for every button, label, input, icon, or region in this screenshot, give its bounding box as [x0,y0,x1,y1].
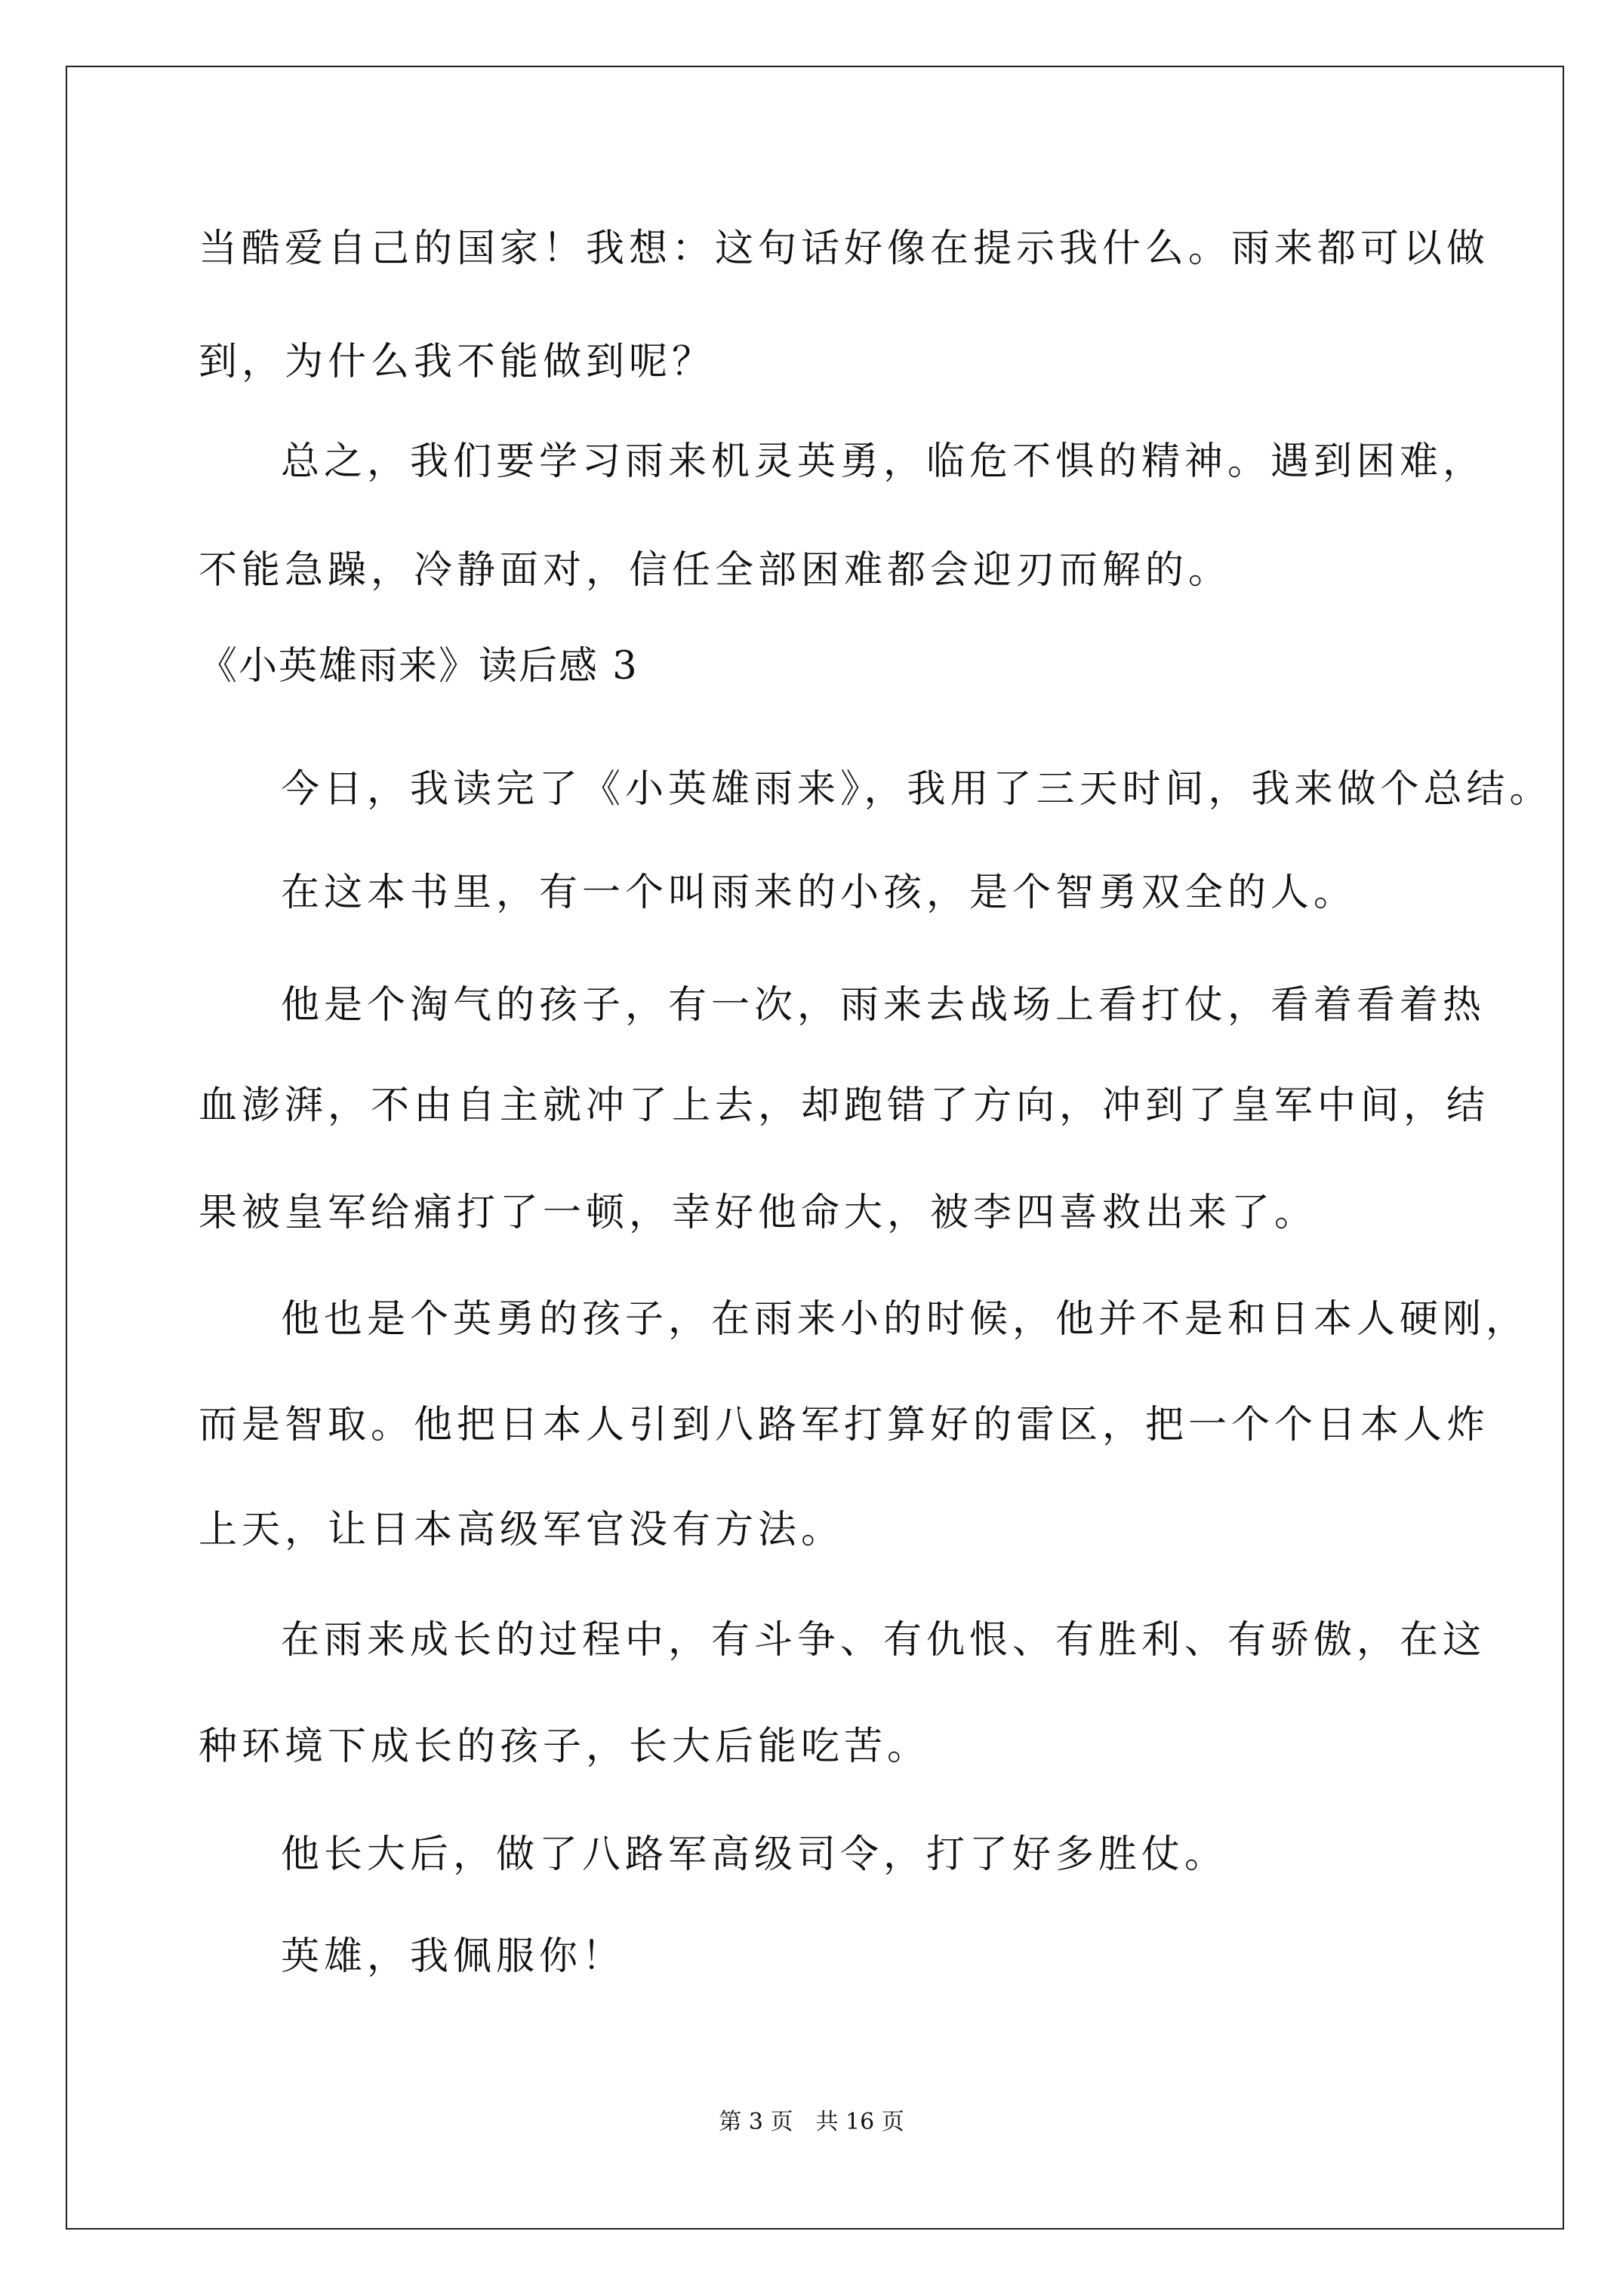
text-line: 上天，让日本高级军官没有方法。 [199,1508,845,1552]
page-number: 第 3 页 [719,2109,793,2135]
page-border [66,66,1564,2230]
paragraph-start: 英雄，我佩服你！ [281,1934,626,1979]
page-total: 共 16 页 [815,2109,904,2135]
paragraph-start: 在雨来成长的过程中，有斗争、有仇恨、有胜利、有骄傲，在这 [281,1618,1486,1663]
text-line: 到，为什么我不能做到呢？ [199,340,716,384]
paragraph-start: 他也是个英勇的孩子，在雨来小的时候，他并不是和日本人硬刚， [281,1297,1529,1342]
page-footer [0,2109,1623,2136]
text-line: 血澎湃，不由自主就冲了上去，却跑错了方向，冲到了皇军中间，结 [199,1083,1490,1128]
section-heading: 《小英雄雨来》读后感 3 [199,644,639,689]
text-line: 不能急躁，冷静面对，信任全部困难都会迎刃而解的。 [199,548,1232,593]
text-line: 果被皇军给痛打了一顿，幸好他命大，被李四喜救出来了。 [199,1191,1318,1235]
text-line: 种环境下成长的孩子，长大后能吃苦。 [199,1724,931,1769]
text-line: 而是智取。他把日本人引到八路军打算好的雷区，把一个个日本人炸 [199,1403,1490,1447]
paragraph-start: 总之，我们要学习雨来机灵英勇，临危不惧的精神。遇到困难， [281,439,1486,484]
paragraph-start: 他是个淘气的孩子，有一次，雨来去战场上看打仗，看着看着热 [281,983,1486,1028]
paragraph-start: 在这本书里，有一个叫雨来的小孩，是个智勇双全的人。 [281,871,1357,915]
paragraph-start: 今日，我读完了《小英雄雨来》，我用了三天时间，我来做个总结。 [281,767,1553,812]
text-line: 当酷爱自己的国家！我想：这句话好像在提示我什么。雨来都可以做 [199,227,1490,271]
paragraph-start: 他长大后，做了八路军高级司令，打了好多胜仗。 [281,1832,1228,1877]
